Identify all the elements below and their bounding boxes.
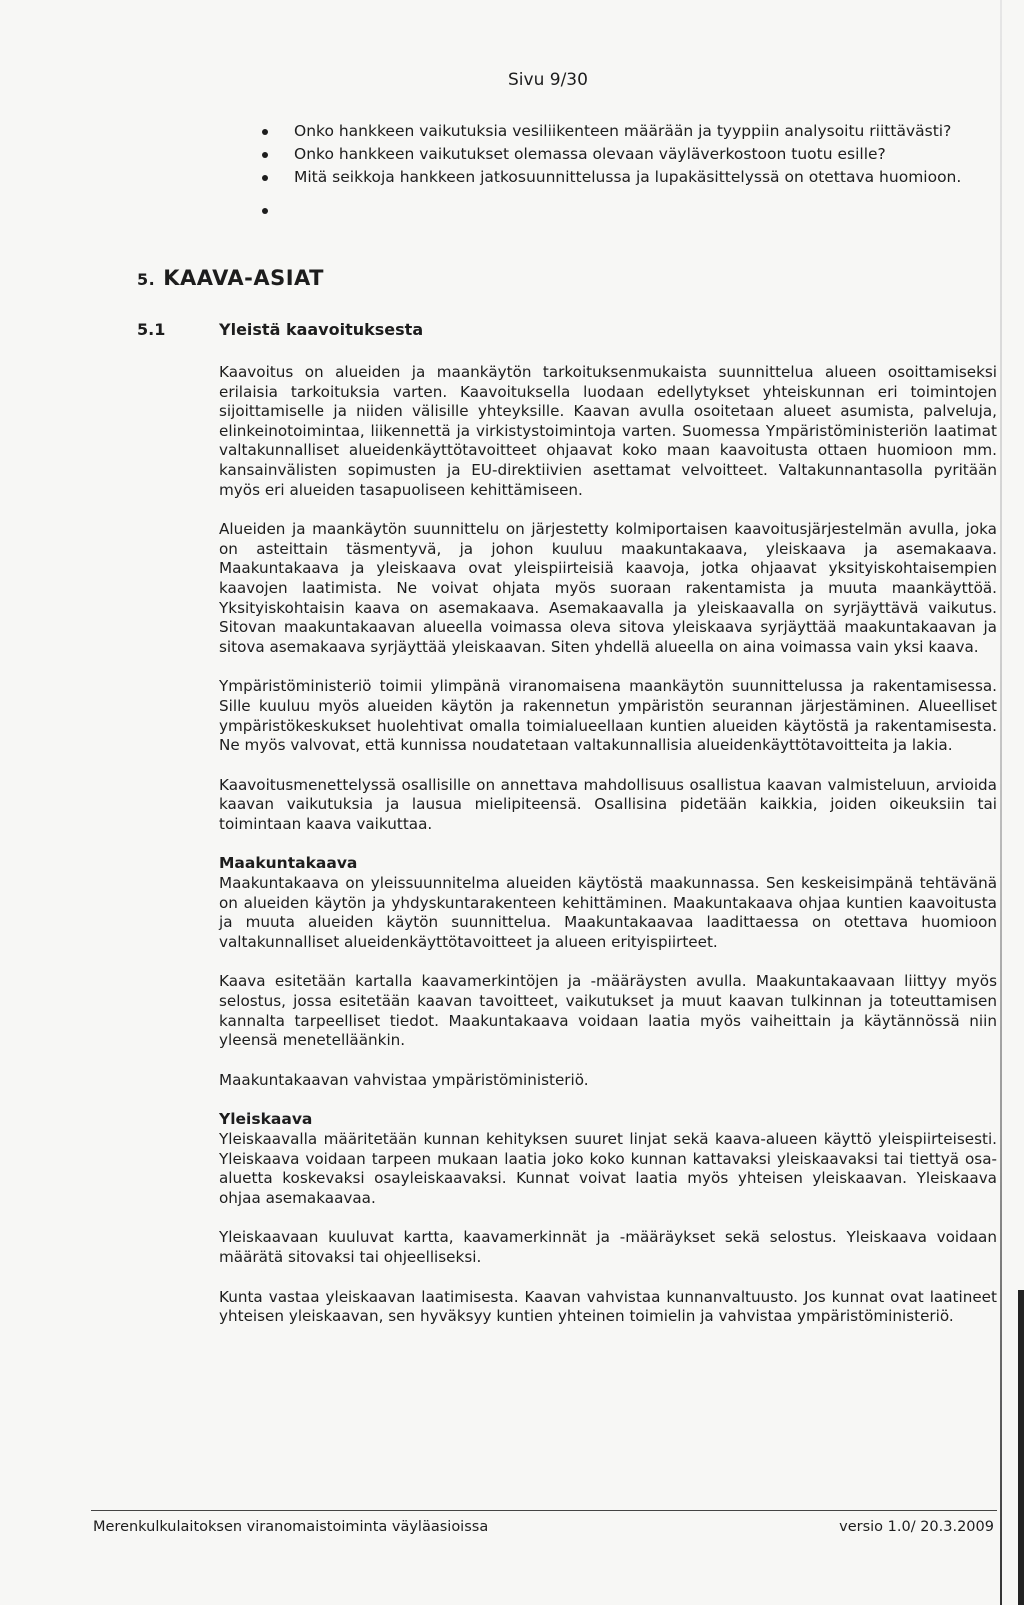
section-title: KAAVA-ASIAT — [163, 266, 325, 290]
paragraph: Yleiskaavaan kuuluvat kartta, kaavamerkinnät ja -määräykset sekä selostus. Yleiskaava voidaan määrätä sitovaksi tai ohjeelliseksi. — [219, 1228, 997, 1266]
subheading-yleiskaava: Yleiskaava — [219, 1110, 313, 1129]
paragraph: Kunta vastaa yleiskaavan laatimisesta. Kaavan vahvistaa kunnanvaltuusto. Jos kunnat ovat laatineet yhteisen yleiskaavan, sen hyväksyy kuntien yhteinen toimielin ja vahvistaa ympäristöministeriö. — [219, 1287, 997, 1326]
paragraph: Maakuntakaavan vahvistaa ympäristöministeriö. — [219, 1070, 589, 1089]
footer-title: Merenkulkulaitoksen viranomaistoiminta väyläasioissa — [93, 1519, 489, 1535]
section-number: 5. — [137, 270, 156, 289]
body-text — [219, 363, 997, 1347]
list-item: Mitä seikkoja hankkeen jatkosuunnittelussa ja lupakäsittelyssä on otettava huomioon. — [262, 166, 997, 189]
list-item-empty — [262, 199, 997, 222]
paragraph: Yleiskaavalla määritetään kunnan kehityksen suuret linjat sekä kaava-alueen käyttö yleispiirteisesti. Yleiskaava voidaan tarpeen mukaan laatia joko koko kunnan kattavaksi yleiskaavaksi tai tiettyä osa-aluetta koskevaksi osayleiskaavaksi. Kunnat voivat laatia myös yhteisen yleiskaavan. Yleiskaava ohjaa asemakaavaa. — [219, 1130, 997, 1207]
section-heading — [137, 266, 324, 290]
question-list — [262, 120, 997, 222]
list-item: Onko hankkeen vaikutukset olemassa olevaan väyläverkostoon tuotu esille? — [262, 143, 997, 166]
list-item: Onko hankkeen vaikutuksia vesiliikenteen määrään ja tyyppiin analysoitu riittävästi? — [262, 120, 997, 143]
paragraph: Kaavoitusmenettelyssä osallisille on annettava mahdollisuus osallistua kaavan valmisteluun, arvioida kaavan vaikutuksia ja lausua mielipiteensä. Osallisina pidetään kaikkia, joiden oikeuksiin tai toimintaan kaava vaikuttaa. — [219, 775, 997, 833]
page-number: Sivu 9/30 — [508, 70, 588, 90]
subsection-heading — [137, 320, 424, 339]
subsection-number: 5.1 — [137, 320, 166, 339]
subsection-title: Yleistä kaavoituksesta — [219, 320, 424, 339]
scan-edge-dark — [1018, 1290, 1024, 1605]
subheading-maakuntakaava: Maakuntakaava — [219, 854, 358, 873]
paragraph: Alueiden ja maankäytön suunnittelu on järjestetty kolmiportaisen kaavoitusjärjestelmän avulla, joka on asteittain täsmentyvä, ja johon kuuluu maakuntakaava, yleiskaava ja asemakaava. Maakuntakaava ja yleiskaava ovat yleispiirteisiä kaavoja, jotka ohjaavat yksityiskohtaisempien kaavojen laatimista. Ne voivat ohjata myös suoraan rakentamista ja muuta maankäyttöä. Yksityiskohtaisin kaava on asemakaava. Asemakaavalla ja yleiskaavalla on syrjäyttävä vaikutus. Sitovan maakuntakaavan alueella voimassa oleva sitova yleiskaava syrjäyttää maakuntakaavan ja sitova asemakaava syrjäyttää yleiskaavan. Siten yhdellä alueella on aina voimassa vain yksi kaava. — [219, 520, 997, 656]
paragraph: Kaavoitus on alueiden ja maankäytön tarkoituksenmukaista suunnittelua alueen osoittamiseksi erilaisia tarkoituksia varten. Kaavoituksella luodaan edellytykset yhteiskunnan eri toimintojen sijoittamiselle ja niiden välisille yhteyksille. Kaavan avulla osoitetaan alueet asumista, palveluja, elinkeinotoimintaa, liikennettä ja virkistystoimintoja varten. Suomessa Ympäristöministeriön laatimat valtakunnalliset alueidenkäyttötavoitteet ohjaavat koko maan kaavoitusta ottaen huomioon mm. kansainvälisten sopimusten ja EU-direktiivien asettamat velvoitteet. Valtakunnantasolla pyritään myös eri alueiden tasapuoliseen kehittämiseen. — [219, 363, 997, 499]
footer-divider — [91, 1510, 997, 1511]
footer-version: versio 1.0/ 20.3.2009 — [839, 1519, 994, 1535]
paragraph: Ympäristöministeriö toimii ylimpänä viranomaisena maankäytön suunnittelussa ja rakentamisessa. Sille kuuluu myös alueiden käytön ja rakennetun ympäristön seurannan järjestäminen. Alueelliset ympäristökeskukset huolehtivat omalla toimialueellaan kuntien alueiden käytöstä ja rakentamisesta. Ne myös valvovat, että kunnissa noudatetaan valtakunnallisia alueidenkäyttötavoitteita ja lakia. — [219, 677, 997, 755]
paragraph: Kaava esitetään kartalla kaavamerkintöjen ja -määräysten avulla. Maakuntakaavaan liittyy myös selostus, jossa esitetään kaavan tavoitteet, vaikutukset ja muut kaavan tulkinnan ja toteuttamisen kannalta tarpeelliset tiedot. Maakuntakaava voidaan laatia myös vaiheittain ja käytännössä niin yleensä menetelläänkin. — [219, 972, 997, 1050]
scan-edge — [1000, 0, 1002, 1605]
paragraph: Maakuntakaava on yleissuunnitelma alueiden käytöstä maakunnassa. Sen keskeisimpänä tehtävänä on alueiden käytön ja yhdyskuntarakenteen kehittäminen. Maakuntakaava ohjaa kuntien kaavoitusta ja muuta alueiden käytön suunnittelua. Maakuntakaavaa laadittaessa on otettava huomioon valtakunnalliset alueidenkäyttötavoitteet ja alueen erityispiirteet. — [219, 874, 997, 951]
